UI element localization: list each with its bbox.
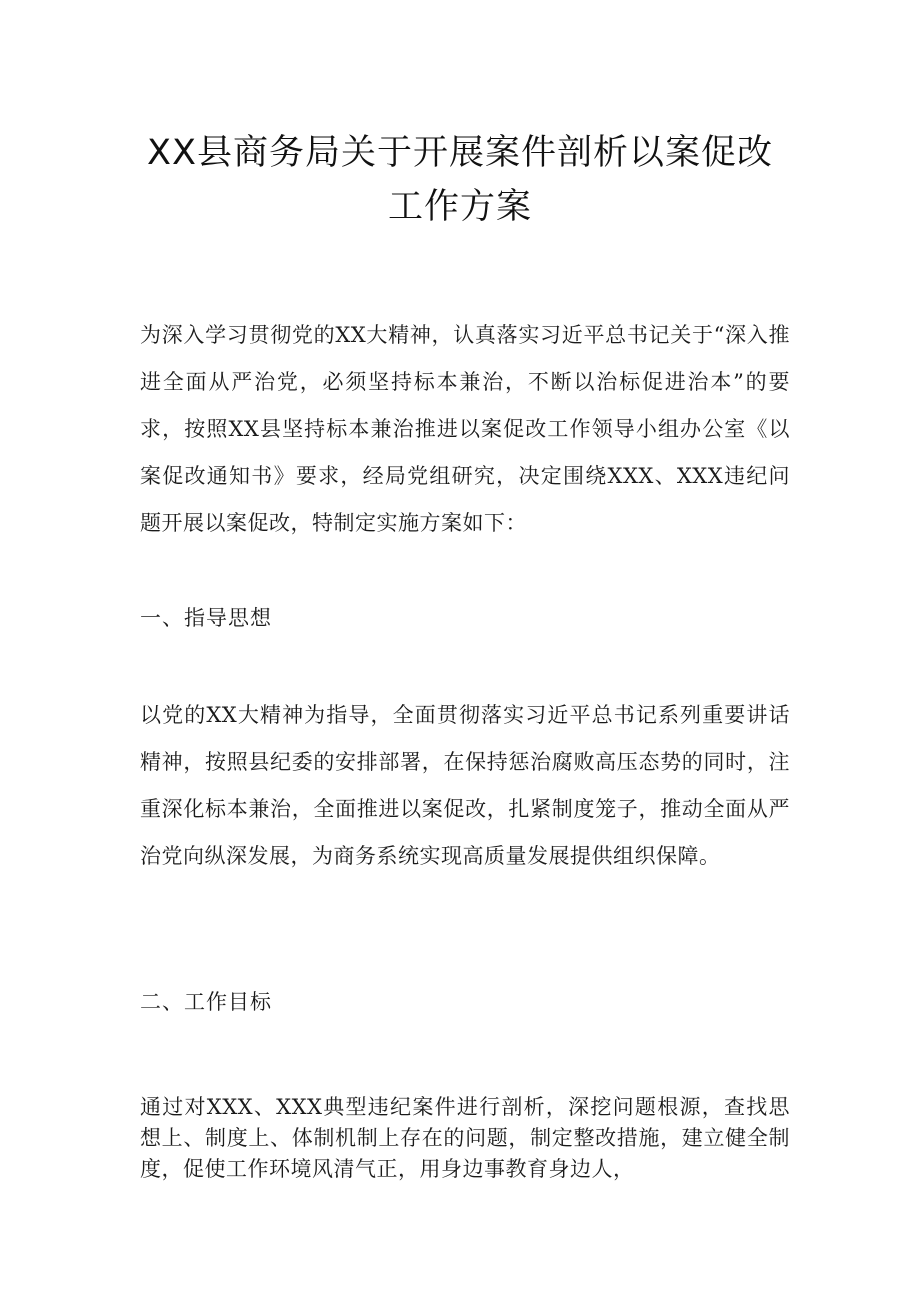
section-body-work-goals: 通过对XXX、XXX典型违纪案件进行剖析，深挖问题根源，查找思想上、制度上、体制机制上存在的问题，制定整改措施，建立健全制度，促使工作环境风清气正，用身边事教育身边人， <box>140 1095 790 1181</box>
document-title: XX县商务局关于开展案件剖析以案促改工作方案 <box>147 133 773 227</box>
section-heading-work-goals: 二、工作目标 <box>140 990 272 1014</box>
section-heading-guiding-ideology: 一、指导思想 <box>140 606 272 630</box>
section-body-guiding-ideology: 以党的XX大精神为指导，全面贯彻落实习近平总书记系列重要讲话精神，按照县纪委的安排部署，在保持惩治腐败高压态势的同时，注重深化标本兼治，全面推进以案促改，扎紧制度笼子，推动全面从严治党向纵深发展，为商务系统实现高质量发展提供组织保障。 <box>140 703 790 868</box>
intro-paragraph: 为深入学习贯彻党的XX大精神，认真落实习近平总书记关于“深入推进全面从严治党，必须坚持标本兼治，不断以治标促进治本”的要求，按照XX县坚持标本兼治推进以案促改工作领导小组办公室《以案促改通知书》要求，经局党组研究，决定围绕XXX、XXX违纪问题开展以案促改，特制定实施方案如下： <box>140 323 790 535</box>
